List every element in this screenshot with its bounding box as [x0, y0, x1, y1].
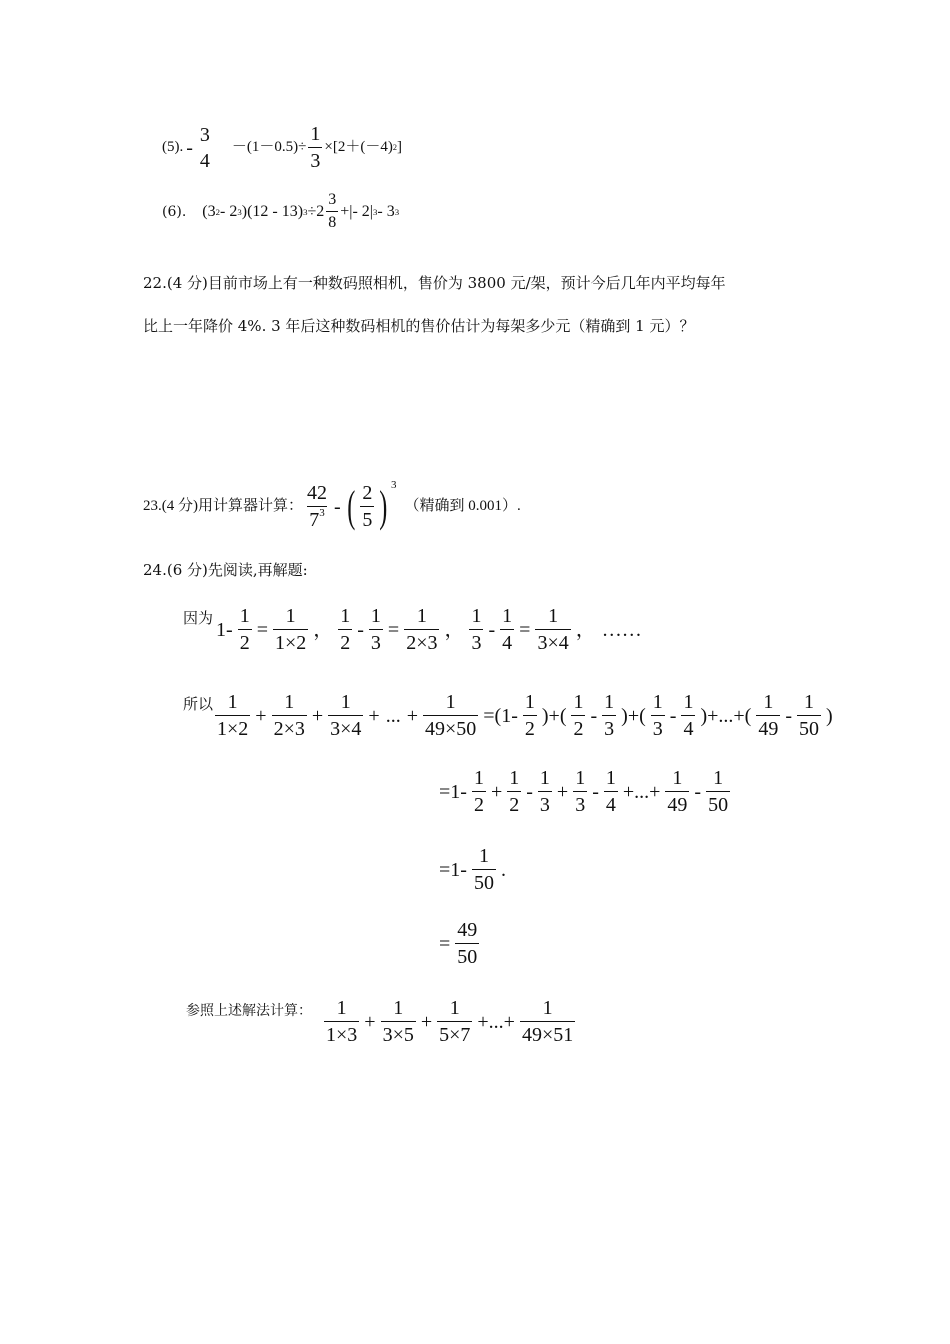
reference-label: 参照上述解法计算：	[186, 1004, 312, 1019]
step-4-expression	[436, 920, 481, 967]
denominator: 3	[573, 791, 587, 815]
numerator: 49	[457, 919, 478, 941]
question-22-line-1: 22.(4 分)目前市场上有一种数码照相机，售价为 3800 元/架，预计今后几年内平均每年	[143, 274, 726, 292]
expr-operator: +...+	[477, 1010, 515, 1033]
so-line	[183, 692, 836, 739]
denominator-base: 7	[309, 509, 320, 531]
denominator: 3×4	[328, 715, 363, 739]
fraction	[681, 692, 695, 739]
denominator: 4	[604, 791, 618, 815]
expr-operator: ...	[385, 704, 401, 727]
expr-operator: )+(	[621, 704, 646, 727]
expr-operator: =	[256, 618, 268, 641]
expr-operator: =	[519, 618, 531, 641]
step-3-expression	[436, 846, 509, 893]
expr-text: ×[2＋(－4)	[324, 139, 393, 155]
numerator: 1	[336, 997, 347, 1019]
denominator: 3	[369, 629, 383, 653]
numerator: 3	[328, 191, 337, 208]
denominator: 50	[706, 791, 730, 815]
problem-label: (5).	[162, 139, 184, 155]
fraction	[308, 124, 322, 171]
numerator: 3	[199, 123, 210, 146]
denominator: 49×50	[423, 715, 478, 739]
problem-label: (6).	[162, 203, 187, 220]
numerator: 1	[416, 605, 427, 627]
fraction	[604, 768, 618, 815]
question-22-line-2: 比上一年降价 4%. 3 年后这种数码相机的售价估计为每架多少元（精确到 1 元）？	[143, 317, 695, 335]
minus-sign: -	[334, 495, 341, 518]
numerator: 1	[542, 997, 553, 1019]
fraction	[305, 483, 329, 530]
fraction	[326, 192, 338, 231]
denominator: 2	[571, 715, 585, 739]
numerator: 1	[524, 691, 535, 713]
expr-operator: +	[556, 780, 569, 803]
expr-text: (3	[202, 202, 216, 220]
question-24-title: 24.(6 分)先阅读,再解题:	[143, 561, 308, 579]
numerator: 1	[672, 767, 683, 789]
expr-operator: +	[406, 704, 418, 727]
minus-sign: -	[186, 136, 193, 159]
numerator: 1	[804, 691, 814, 713]
expr-operator: -	[488, 618, 496, 641]
denominator: 49	[756, 715, 780, 739]
denominator: 49×51	[520, 1021, 575, 1045]
fraction	[602, 692, 616, 739]
numerator: 1	[370, 605, 381, 627]
expr-operator: ，	[575, 618, 596, 641]
fraction	[472, 846, 496, 893]
expr-operator: ，	[313, 618, 334, 641]
fraction	[381, 998, 416, 1045]
fraction	[272, 692, 307, 739]
numerator: 1	[449, 997, 460, 1019]
expr-text: - 2	[220, 202, 238, 220]
denominator: 2	[238, 629, 252, 653]
exponent: 3	[319, 507, 325, 520]
expr-operator: =1-	[439, 780, 467, 803]
expr-text: ÷2	[307, 202, 325, 220]
denominator: 2	[523, 715, 537, 739]
expr-operator: +	[311, 704, 324, 727]
expr-operator: )	[826, 704, 833, 727]
fraction	[756, 692, 780, 739]
denominator: 2	[472, 791, 486, 815]
question-suffix: （精确到 0.001）.	[404, 498, 521, 514]
numerator: 1	[340, 605, 351, 627]
expr-operator: -	[592, 780, 599, 803]
fraction	[324, 998, 359, 1045]
fraction	[437, 998, 472, 1045]
denominator: 3	[308, 147, 322, 171]
because-label: 因为	[183, 611, 214, 627]
numerator: 1	[604, 691, 615, 713]
fraction	[665, 768, 689, 815]
so-label: 所以	[183, 697, 214, 713]
denominator	[307, 506, 327, 530]
denominator: 3	[538, 791, 552, 815]
expr-operator: +	[364, 1010, 376, 1033]
fraction	[500, 606, 514, 653]
numerator: 1	[227, 691, 238, 713]
numerator: 42	[307, 482, 327, 504]
expr-operator: -	[785, 704, 792, 727]
expr-operator: +...+	[622, 780, 661, 803]
denominator: 3×5	[381, 1021, 416, 1045]
step-3	[436, 846, 509, 893]
numerator: 1	[575, 767, 586, 789]
denominator: 1×2	[273, 629, 308, 653]
numerator: 1	[763, 691, 774, 713]
denominator: 3	[469, 629, 483, 653]
fraction	[198, 125, 212, 171]
expr-operator: =1-	[439, 858, 467, 881]
numerator: 1	[284, 691, 295, 713]
fraction	[423, 692, 478, 739]
expr-text: +|- 2|	[340, 202, 374, 220]
expr-operator: +	[490, 780, 503, 803]
numerator: 1	[548, 605, 559, 627]
expr-operator: )+(	[541, 704, 567, 727]
fraction	[520, 998, 575, 1045]
denominator: 2×3	[404, 629, 439, 653]
expr-operator: +	[368, 704, 380, 727]
expr-text: - 3	[377, 202, 395, 220]
question-23: 23.(4 分)用计算器计算： $\frac{42}{7^3}$ - ( $\frac{2}{5}$ ) 3 （精确到 0.001）.	[143, 479, 521, 531]
denominator: 4	[500, 629, 514, 653]
fraction	[573, 768, 587, 815]
numerator: 2	[362, 482, 373, 504]
denominator: 3	[602, 715, 616, 739]
numerator: 1	[478, 845, 489, 867]
fraction	[797, 692, 821, 739]
expr-operator: .	[500, 858, 506, 881]
fraction	[215, 692, 250, 739]
denominator: 2	[338, 629, 352, 653]
reference-line	[186, 998, 577, 1045]
expr-text: ]	[396, 139, 402, 155]
numerator: 1	[509, 767, 520, 789]
question-prefix: 23.(4 分)用计算器计算：	[143, 498, 303, 514]
numerator: 1	[652, 691, 663, 713]
expr-operator: )+...+(	[700, 704, 752, 727]
denominator: 8	[326, 211, 338, 231]
fraction	[455, 920, 479, 967]
numerator: 1	[573, 691, 584, 713]
denominator: 3	[651, 715, 665, 739]
numerator: 1	[539, 767, 550, 789]
denominator: 1×2	[215, 715, 250, 739]
fraction	[369, 606, 383, 653]
reference-expression	[322, 998, 577, 1045]
fraction	[360, 483, 374, 530]
numerator: 1	[239, 605, 250, 627]
numerator: 1	[713, 767, 724, 789]
expr-operator: +	[420, 1010, 433, 1033]
fraction	[571, 692, 585, 739]
expr-operator: =(1-	[483, 704, 518, 727]
numerator: 1	[473, 767, 484, 789]
fraction	[472, 768, 486, 815]
fraction	[273, 606, 308, 653]
numerator: 1	[393, 997, 404, 1019]
expr-operator: +	[255, 704, 267, 727]
numerator: 1	[310, 123, 321, 145]
numerator: 1	[285, 605, 296, 627]
fraction	[469, 606, 483, 653]
denominator: 1×3	[324, 1021, 359, 1045]
expr-operator: 1-	[216, 618, 233, 641]
numerator: 1	[683, 691, 694, 713]
fraction	[538, 768, 552, 815]
numerator: 1	[340, 691, 351, 713]
fraction	[404, 606, 439, 653]
because-line	[183, 606, 645, 653]
step-4	[436, 920, 481, 967]
denominator: 2	[507, 791, 521, 815]
denominator: 4	[681, 715, 695, 739]
fraction	[238, 606, 252, 653]
denominator: 49	[665, 791, 689, 815]
denominator: 50	[472, 869, 496, 893]
expr-operator: -	[694, 780, 702, 803]
denominator: 3×4	[535, 629, 570, 653]
expr-operator: -	[669, 704, 677, 727]
expr-text: －(1－0.5)÷	[231, 139, 307, 155]
denominator: 50	[455, 943, 479, 967]
numerator: 1	[471, 605, 482, 627]
expr-operator: ，	[444, 618, 465, 641]
denominator: 5×7	[437, 1021, 472, 1045]
left-paren: (	[346, 481, 356, 531]
denominator: 2×3	[272, 715, 307, 739]
fraction	[523, 692, 537, 739]
expr-operator: -	[526, 780, 533, 803]
because-expression	[213, 606, 645, 653]
problem-5: (5). - 3 4 －(1－0.5)÷ $\frac{1}{3}$ ×[2＋(－4) 2 ]	[162, 123, 402, 172]
fraction	[338, 606, 352, 653]
expr-operator: =	[439, 932, 451, 955]
numerator: 1	[445, 691, 456, 713]
expr-operator: -	[590, 704, 598, 727]
expr-operator: =	[387, 618, 400, 641]
fraction	[535, 606, 570, 653]
fraction	[328, 692, 363, 739]
denominator: 5	[360, 506, 374, 530]
numerator: 1	[605, 767, 616, 789]
step-2	[436, 768, 732, 815]
problem-6: (6). (3 2 - 2 3 )(12 - 13) 3 ÷2 $\frac{3}{8}$ +|- 2| 3 - 3 3	[162, 191, 400, 231]
expr-operator: ……	[601, 618, 642, 641]
fraction	[651, 692, 665, 739]
so-expression	[213, 692, 836, 739]
denominator: 50	[797, 715, 821, 739]
fraction	[507, 768, 521, 815]
right-paren: )	[379, 481, 388, 531]
fraction	[706, 768, 730, 815]
expr-operator: -	[357, 618, 364, 641]
expr-text: )(12 - 13)	[241, 202, 304, 220]
denominator: 4	[199, 149, 210, 172]
numerator: 1	[502, 605, 513, 627]
step-2-expression	[436, 768, 732, 815]
